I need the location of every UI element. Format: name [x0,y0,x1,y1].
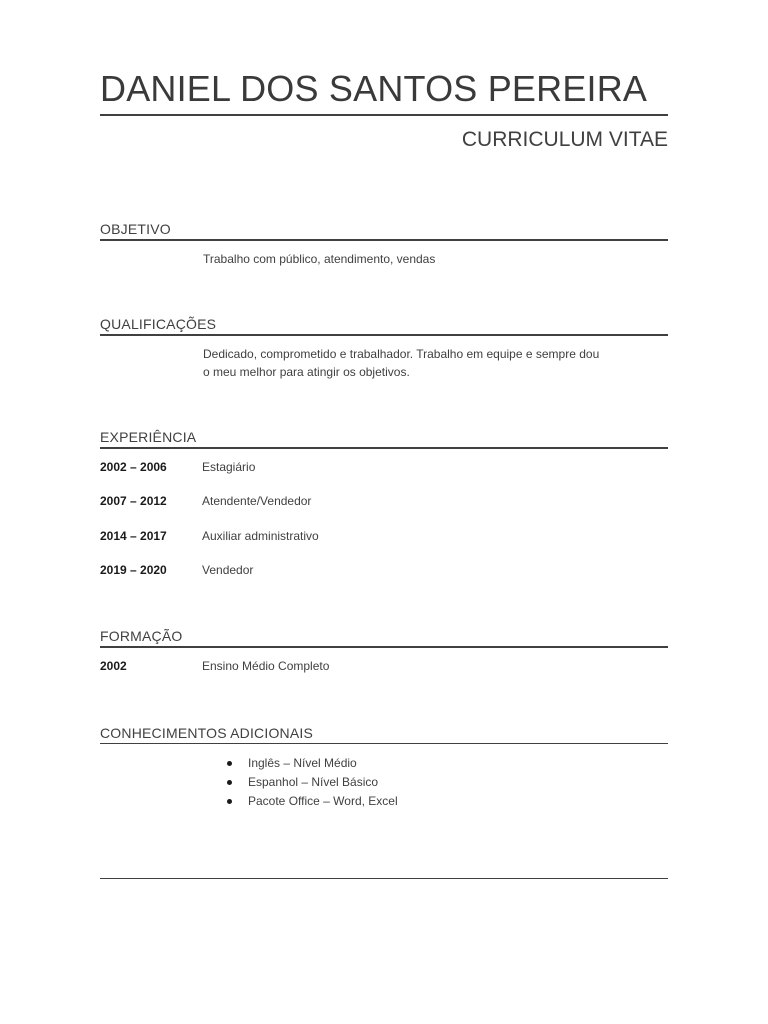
qualificacoes-line-1: Dedicado, comprometido e trabalhador. Trabalho em equipe e sempre dou [203,347,600,361]
education-row [100,658,329,674]
bullet-icon [227,780,232,785]
experience-period: 2007 – 2012 [100,494,167,508]
section-heading-conhecimentos: CONHECIMENTOS ADICIONAIS [100,725,668,744]
experience-row [100,562,253,578]
bullet-icon [227,799,232,804]
list-item [225,754,398,773]
experience-role: Vendedor [202,563,254,577]
experience-period: 2019 – 2020 [100,563,167,577]
bullet-icon [227,761,232,766]
skill-label: Espanhol – Nível Básico [248,775,379,789]
section-heading-experiencia: EXPERIÊNCIA [100,429,668,449]
candidate-name: DANIEL DOS SANTOS PEREIRA [100,68,648,109]
list-item [225,792,398,811]
experience-role: Atendente/Vendedor [202,494,312,508]
objetivo-text: Trabalho com público, atendimento, vendas [203,252,436,266]
section-heading-objetivo: OBJETIVO [100,221,668,241]
experience-row [100,493,311,509]
skill-label: Pacote Office – Word, Excel [248,794,398,808]
skill-label: Inglês – Nível Médio [248,756,357,770]
experience-period: 2002 – 2006 [100,460,167,474]
experience-row [100,528,319,544]
list-item [225,773,398,792]
experience-role: Auxiliar administrativo [202,529,319,543]
skills-list [225,754,398,811]
section-heading-formacao: FORMAÇÃO [100,628,668,648]
qualificacoes-line-2: o meu melhor para atingir os objetivos. [203,365,410,379]
experience-period: 2014 – 2017 [100,529,167,543]
experience-role: Estagiário [202,460,256,474]
section-heading-qualificacoes: QUALIFICAÇÕES [100,316,668,336]
education-period: 2002 [100,659,127,673]
experience-row [100,459,255,475]
document-title: CURRICULUM VITAE [461,128,668,151]
education-course: Ensino Médio Completo [202,659,330,673]
qualificacoes-text [203,345,633,381]
name-divider [100,114,668,116]
footer-divider [100,878,668,879]
